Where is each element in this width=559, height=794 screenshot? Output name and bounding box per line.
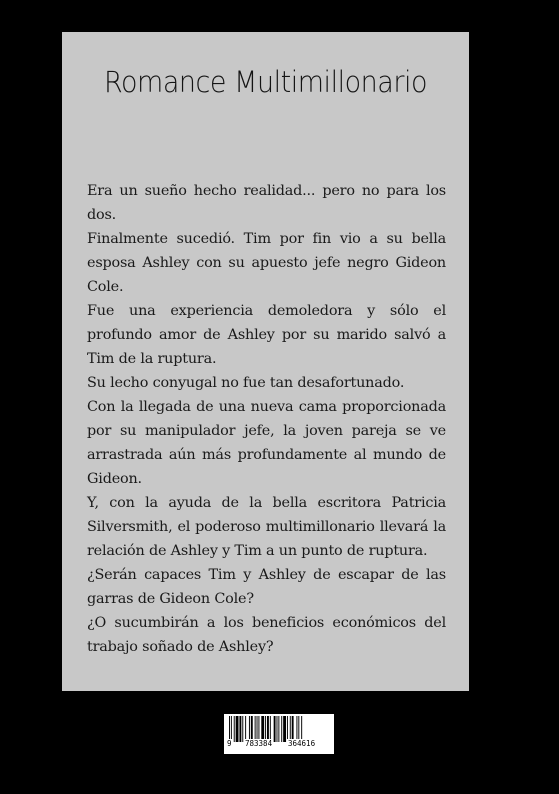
- barcode-bar: [281, 716, 282, 742]
- blurb-paragraph: Finalmente sucedió. Tim por fin vio a su bella esposa Ashley con su apuesto jefe negro Gideon Cole.: [87, 231, 446, 295]
- blurb-paragraph: Era un sueño hecho realidad... pero no para los dos.: [87, 183, 446, 223]
- isbn-barcode: [224, 714, 334, 754]
- blurb-paragraph: Su lecho conyugal no fue tan desafortunado.: [87, 375, 405, 391]
- back-cover-panel: [62, 32, 469, 691]
- blurb-paragraph: Fue una experiencia demoledora y sólo el profundo amor de Ashley por su marido salvó a Tim de la ruptura.: [87, 303, 446, 367]
- barcode-bar: [277, 716, 278, 742]
- blurb-paragraph: ¿O sucumbirán a los beneficios económicos del trabajo soñado de Ashley?: [87, 615, 446, 655]
- barcode-bar: [239, 716, 241, 742]
- blurb-paragraph: Y, con la ayuda de la bella escritora Patricia Silversmith, el poderoso multimillonario llevará la relación de Ashley y Tim a un punto de ruptura.: [87, 495, 446, 559]
- blurb-paragraph: ¿Serán capaces Tim y Ashley de escapar de las garras de Gideon Cole?: [87, 567, 446, 607]
- barcode-bar: [236, 716, 239, 742]
- barcode-bar: [283, 716, 286, 742]
- barcode-bar: [234, 716, 235, 742]
- blurb-paragraph: Con la llegada de una nueva cama proporcionada por su manipulador jefe, la joven pareja se ve arrastrada aún más profundamente al mundo de Gideon.: [87, 399, 446, 487]
- barcode-left-digits: 783384: [245, 739, 273, 748]
- barcode-bars: [224, 714, 334, 754]
- barcode-bar: [274, 716, 276, 742]
- barcode-lead-digit: 9: [227, 739, 232, 748]
- barcode-bar: [278, 716, 279, 742]
- book-blurb: [87, 179, 446, 659]
- barcode-right-digits: 364616: [288, 739, 316, 748]
- book-title: Romance Multimillonario: [103, 65, 428, 99]
